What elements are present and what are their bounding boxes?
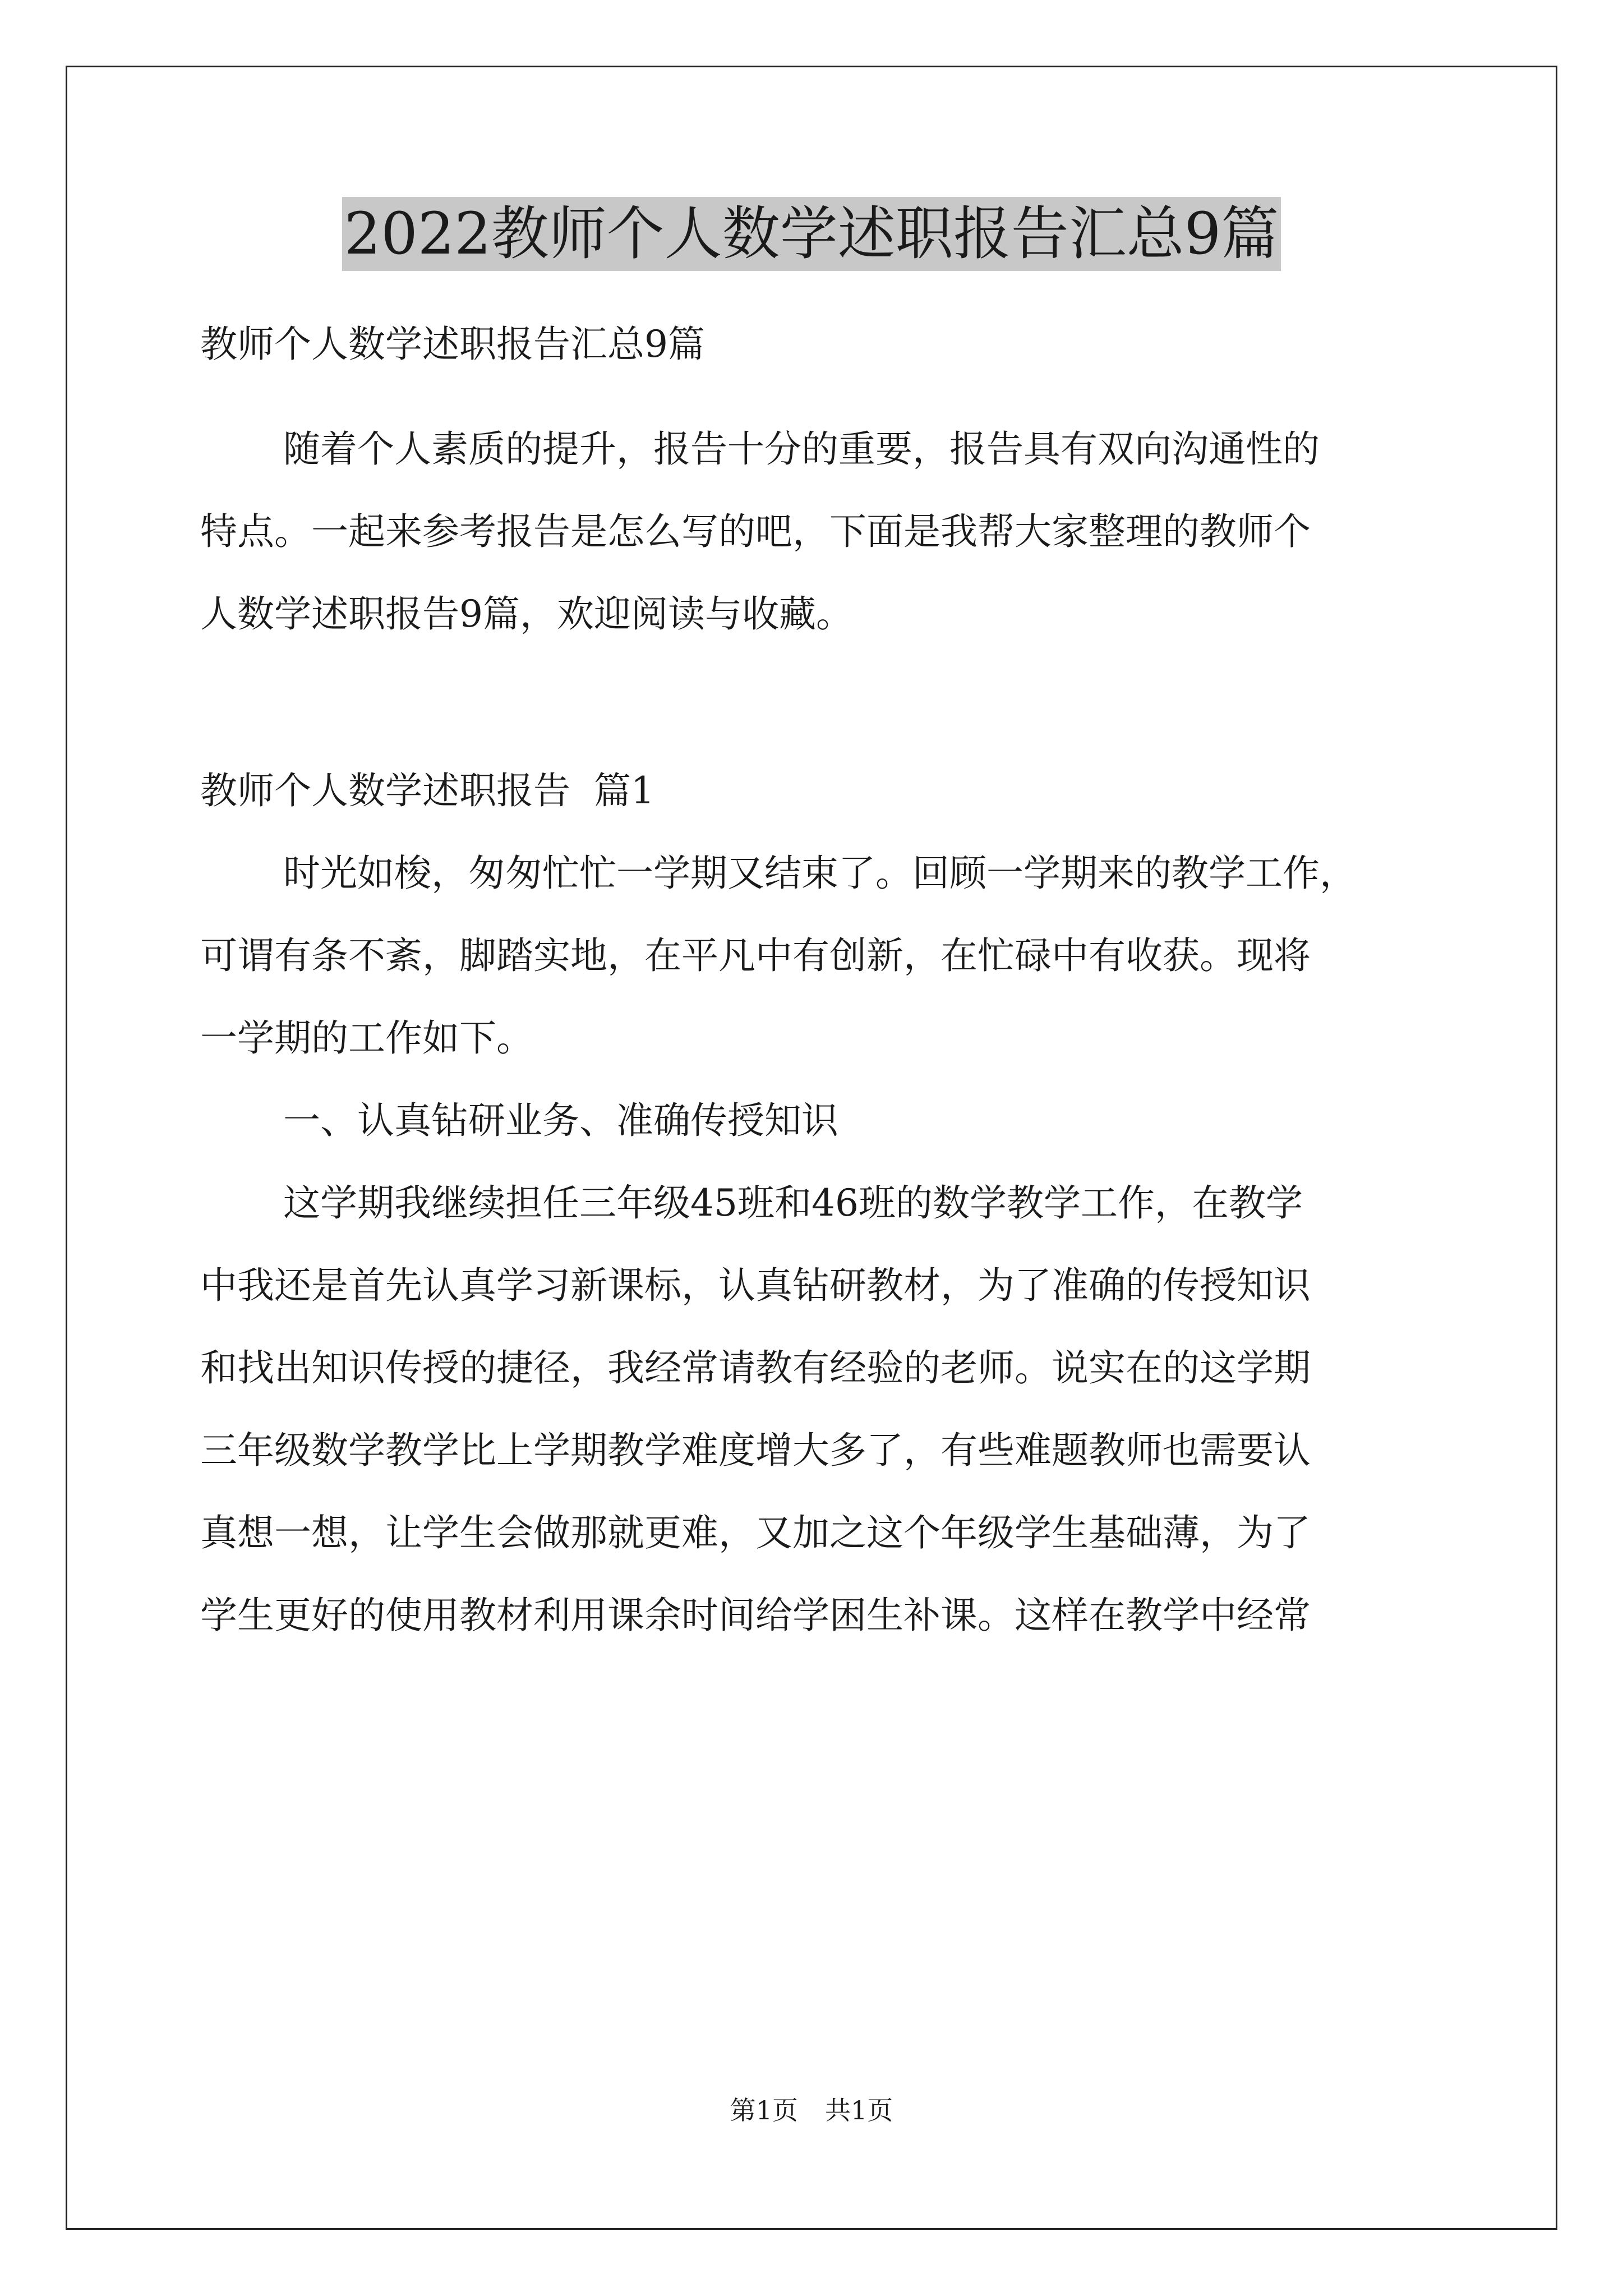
subheading: 一、认真钻研业务、准确传授知识: [283, 1099, 838, 1142]
intro-line: 随着个人素质的提升，报告十分的重要，报告具有双向沟通性的: [283, 427, 1320, 471]
document-title-text: 2022教师个人数学述职报告汇总9篇: [342, 197, 1281, 271]
document-title: [0, 197, 1623, 270]
section-heading: 教师个人数学述职报告 篇1: [200, 769, 654, 812]
section-para2-line: 和找出知识传授的捷径，我经常请教有经验的老师。说实在的这学期: [200, 1346, 1311, 1389]
page-footer: [0, 2093, 1623, 2127]
page-number: 第1页: [730, 2095, 798, 2125]
section-para2-line: 这学期我继续担任三年级45班和46班的数学教学工作，在教学: [283, 1181, 1303, 1225]
document-body: [200, 303, 1434, 1657]
section-para1-line: 可谓有条不紊，脚踏实地，在平凡中有创新，在忙碌中有收获。现将: [200, 934, 1311, 977]
document-subtitle: 教师个人数学述职报告汇总9篇: [200, 323, 705, 366]
section-para1-line: 时光如梭，匆匆忙忙一学期又结束了。回顾一学期来的教学工作，: [283, 852, 1357, 895]
intro-line: 人数学述职报告9篇，欢迎阅读与收藏。: [200, 592, 853, 636]
section-para1-line: 一学期的工作如下。: [200, 1016, 533, 1060]
section-para2-line: 学生更好的使用教材利用课余时间给学困生补课。这样在教学中经常: [200, 1594, 1311, 1637]
section-para2-line: 三年级数学教学比上学期教学难度增大多了，有些难题教师也需要认: [200, 1429, 1311, 1472]
section-para2-line: 中我还是首先认真学习新课标，认真钻研教材，为了准确的传授知识: [200, 1264, 1311, 1307]
section-para2-line: 真想一想，让学生会做那就更难，又加之这个年级学生基础薄，为了: [200, 1511, 1311, 1554]
page-total: 共1页: [825, 2095, 893, 2125]
intro-line: 特点。一起来参考报告是怎么写的吧，下面是我帮大家整理的教师个: [200, 510, 1311, 553]
